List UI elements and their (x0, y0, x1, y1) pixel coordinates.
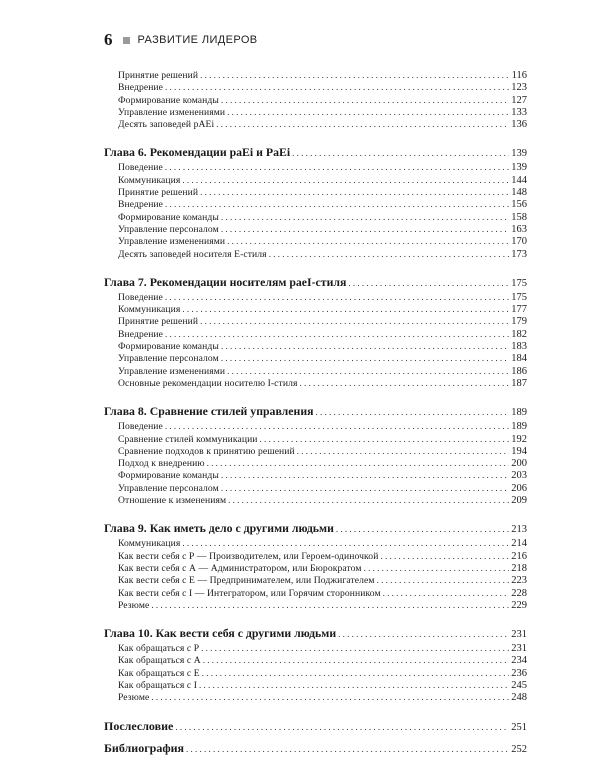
table-of-contents (104, 70, 527, 761)
toc-entry[interactable]: Как вести себя с Р — Производителем, или Героем-одиночкой . . . 216 (104, 551, 527, 563)
running-head (104, 30, 258, 50)
toc-entry[interactable]: Поведение . . . 139 (104, 162, 527, 174)
toc-entry[interactable]: Формирование команды . . . 158 (104, 212, 527, 224)
toc-entry[interactable]: Как обращаться с Р . . . 231 (104, 643, 527, 655)
toc-entry[interactable]: Управление персоналом . . . 206 (104, 483, 527, 495)
toc-entry[interactable]: Десять заповедей рАЕі . . . 136 (104, 119, 527, 131)
toc-entry[interactable]: Как обращаться с Е . . . 236 (104, 668, 527, 680)
toc-entry[interactable]: Принятие решений . . . 116 (104, 70, 527, 82)
toc-entry[interactable]: Управление изменениями . . . 186 (104, 366, 527, 378)
chapter-heading[interactable]: Глава 10. Как вести себя с другими людьми . . . 231 (104, 626, 527, 641)
toc-entry[interactable]: Коммуникация . . . 144 (104, 175, 527, 187)
toc-entry[interactable]: Формирование команды . . . 127 (104, 95, 527, 107)
toc-entry[interactable]: Принятие решений . . . 148 (104, 187, 527, 199)
toc-back-matter (104, 719, 527, 757)
toc-entry[interactable]: Формирование команды . . . 183 (104, 341, 527, 353)
toc-entry[interactable]: Как вести себя с А — Администратором, или Бюрократом . . . 218 (104, 563, 527, 575)
toc-entry[interactable]: Коммуникация . . . 214 (104, 538, 527, 550)
toc-entry[interactable]: Как обращаться с І . . . 245 (104, 680, 527, 692)
toc-chapter-6 (104, 145, 527, 260)
toc-entry[interactable]: Сравнение подходов к принятию решений . . . 194 (104, 446, 527, 458)
toc-entry[interactable]: Внедрение . . . 156 (104, 199, 527, 211)
toc-entry[interactable]: Поведение . . . 189 (104, 421, 527, 433)
chapter-heading[interactable]: Глава 6. Рекомендации раЕі и РаЕі . . . 139 (104, 145, 527, 160)
toc-entry[interactable]: Принятие решений . . . 179 (104, 316, 527, 328)
toc-entry[interactable]: Коммуникация . . . 177 (104, 304, 527, 316)
toc-entry[interactable]: Управление персоналом . . . 163 (104, 224, 527, 236)
toc-chapter-9 (104, 521, 527, 612)
toc-entry[interactable]: Как обращаться с А . . . 234 (104, 655, 527, 667)
chapter-heading[interactable]: Глава 8. Сравнение стилей управления . . . 189 (104, 404, 527, 419)
toc-entry[interactable]: Десять заповедей носителя Е-стиля . . . 173 (104, 249, 527, 261)
toc-entry[interactable]: Резюме . . . 248 (104, 692, 527, 704)
chapter-heading[interactable]: Глава 7. Рекомендации носителям раеІ-стиля . . . 175 (104, 275, 527, 290)
toc-entry[interactable]: Поведение . . . 175 (104, 292, 527, 304)
toc-entry[interactable]: Как вести себя с І — Интегратором, или Горячим сторонником . . . 228 (104, 588, 527, 600)
toc-entry[interactable]: Внедрение . . . 123 (104, 82, 527, 94)
running-head-title: РАЗВИТИЕ ЛИДЕРОВ (137, 34, 258, 46)
toc-entry[interactable]: Резюме . . . 229 (104, 600, 527, 612)
square-bullet-icon (123, 37, 130, 44)
toc-chapter-8 (104, 404, 527, 507)
toc-entry[interactable]: Внедрение . . . 182 (104, 329, 527, 341)
toc-entry[interactable]: Формирование команды . . . 203 (104, 470, 527, 482)
toc-chapter-7 (104, 275, 527, 390)
toc-entry[interactable]: Основные рекомендации носителю І-стиля . . . 187 (104, 378, 527, 390)
page-number: 6 (104, 30, 113, 49)
toc-entry[interactable]: Сравнение стилей коммуникации . . . 192 (104, 434, 527, 446)
toc-entry[interactable]: Отношение к изменениям . . . 209 (104, 495, 527, 507)
afterword-entry[interactable]: Послесловие . . . 251 (104, 719, 527, 735)
bibliography-entry[interactable]: Библиография . . . 252 (104, 741, 527, 757)
toc-entry[interactable]: Как вести себя с Е — Предпринимателем, или Поджигателем . . . 223 (104, 575, 527, 587)
toc-entry[interactable]: Подход к внедрению . . . 200 (104, 458, 527, 470)
chapter-heading[interactable]: Глава 9. Как иметь дело с другими людьми . . . 213 (104, 521, 527, 536)
toc-chapter-10 (104, 626, 527, 704)
toc-entry[interactable]: Управление изменениями . . . 133 (104, 107, 527, 119)
toc-continuation (104, 70, 527, 131)
toc-entry[interactable]: Управление изменениями . . . 170 (104, 236, 527, 248)
toc-entry[interactable]: Управление персоналом . . . 184 (104, 353, 527, 365)
